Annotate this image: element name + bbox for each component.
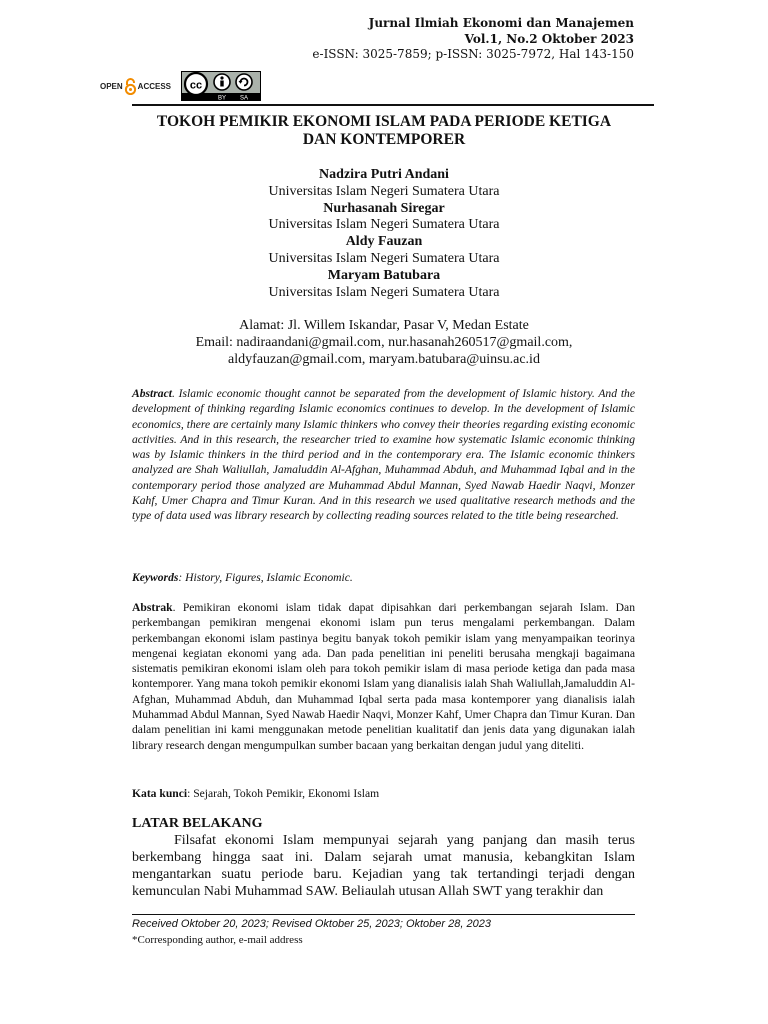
abstract-text: . Islamic economic thought cannot be separated from the development of Islamic history. And the development of thinking regarding Islamic economics continues to develop. In the development of Islamic economics, there are certainly many Islamic thinkers who convey their theories regarding existing economic activities. And in this research, the researcher tried to examine how systematic Islamic economic thinking was by Islamic thinkers in the third period and in the contemporary era. The Islamic economic thinkers analyzed are Shah Waliullah, Jamaluddin Al-Afghan, Muhammad Abduh, and Muhammad Iqbal and in the contemporary period those analyzed are Muhammad Abdul Mannan, Syed Nawab Haedir Naqvi, Monzer Kahf, Umer Chapra and Timur Kuran. And in this research we used qualitative research methods and the type of data used was library research by collecting reading sources related to the title being researched.: [132, 387, 635, 523]
abstract-label: Abstract: [132, 387, 172, 400]
email-line-2: aldyfauzan@gmail.com, maryam.batubara@uinsu.ac.id: [228, 352, 540, 367]
section-heading: LATAR BELAKANG: [132, 816, 263, 831]
journal-header: [312, 16, 634, 63]
email-line-1: Email: nadiraandani@gmail.com, nur.hasanah260517@gmail.com,: [195, 335, 573, 350]
abstract-indonesian: [132, 600, 635, 753]
kata-kunci-text: : Sejarah, Tokoh Pemikir, Ekonomi Islam: [187, 787, 380, 800]
author-name: Aldy Fauzan: [345, 234, 423, 250]
author-affiliation: Universitas Islam Negeri Sumatera Utara: [268, 183, 500, 199]
open-lock-icon: [124, 78, 137, 95]
title-line-1: TOKOH PEMIKIR EKONOMI ISLAM PADA PERIODE KETIGA: [156, 113, 612, 130]
journal-volume: Vol.1, No.2 Oktober 2023: [464, 31, 634, 46]
svg-text:cc: cc: [189, 79, 203, 92]
author-list: [132, 167, 636, 301]
journal-name: Jurnal Ilmiah Ekonomi dan Manajemen: [368, 16, 634, 30]
abstrak-label: Abstrak: [132, 601, 173, 614]
author-name: Nadzira Putri Andani: [319, 167, 449, 182]
contact-block: [132, 317, 636, 368]
keywords-indonesian: [132, 786, 635, 801]
paper-title: [132, 113, 636, 149]
share-alike-icon: [236, 74, 252, 90]
author-affiliation: Universitas Islam Negeri Sumatera Utara: [268, 217, 500, 233]
open-access-label-left: OPEN: [100, 81, 123, 91]
abstrak-text: . Pemikiran ekonomi islam tidak dapat dipisahkan dari perkembangan sejarah Islam. Dan perkembangan pemikiran mengenai ekonomi islam pun terus mengalami perkembangan. Dalam perkembangan ekonomi islam pastinya begitu banyak tokoh pemikir islam yang menyampaikan teorinya mengenai kegiatan ekonomi yang ada. Dan pada penelitian ini peneliti berusaha mengkaji bagaimana sistematis pemikiran ekonomi islam oleh para tokoh pemikir islam di masa periode ketiga dan pada masa kontemporer. Yang mana tokoh pemikir ekonomi Islam yang dianalisis ialah Shah Waliullah,Jamaluddin Al-Afghan, Muhammad Abduh, dan Muhammad Iqbal serta pada masa kontemporer yang dianalisis ialah Muhammad Abdul Mannan, Syed Nawab Haedir Naqvi, Monzer Kahf, Umer Chapra dan Timur Kuran. Dan dalam penelitian ini kami menggunakan metode penelitian kualitatif dan jenis data yang digunakan ialah library research dengan mengumpulkan sumber bacaan yang berkaitan dengan judul yang diteliti.: [132, 601, 635, 752]
open-access-logo: [100, 78, 171, 95]
title-line-2: DAN KONTEMPORER: [302, 131, 466, 148]
author-name: Nurhasanah Siregar: [323, 200, 445, 216]
keywords-label: Keywords: [132, 571, 179, 584]
header-divider: [132, 104, 654, 106]
corresponding-author-note: *Corresponding author, e-mail address: [132, 934, 303, 946]
received-dates: Received Oktober 20, 2023; Revised Oktober 25, 2023; Oktober 28, 2023: [132, 918, 491, 930]
author-name: Maryam Batubara: [327, 267, 441, 283]
abstract-english: [132, 386, 635, 524]
postal-address: Alamat: Jl. Willem Iskandar, Pasar V, Medan Estate: [239, 318, 529, 333]
footer-divider: [132, 914, 635, 915]
cc-sa-label: SA: [240, 95, 249, 101]
cc-by-label: BY: [218, 95, 227, 101]
open-access-label-right: ACCESS: [137, 81, 172, 91]
keywords-text: : History, Figures, Islamic Economic.: [178, 571, 353, 584]
cc-by-sa-badge: [181, 71, 261, 101]
body-paragraph: Filsafat ekonomi Islam mempunyai sejarah yang panjang dan masih terus berkembang hingga saat ini. Dalam sejarah umat manusia, kebangkitan Islam mengantarkan suatu periode baru. Kejadian yang tak tertandingi terjadi dengan kemunculan Nabi Muhammad SAW. Beliaulah utusan Allah SWT yang terakhir dan: [132, 833, 635, 899]
license-logos: [100, 71, 261, 101]
author-affiliation: Universitas Islam Negeri Sumatera Utara: [268, 284, 500, 300]
author-affiliation: Universitas Islam Negeri Sumatera Utara: [268, 250, 500, 266]
keywords-english: [132, 570, 635, 585]
journal-issn: e-ISSN: 3025-7859; p-ISSN: 3025-7972, Hal 143-150: [312, 47, 634, 61]
kata-kunci-label: Kata kunci: [132, 787, 188, 800]
